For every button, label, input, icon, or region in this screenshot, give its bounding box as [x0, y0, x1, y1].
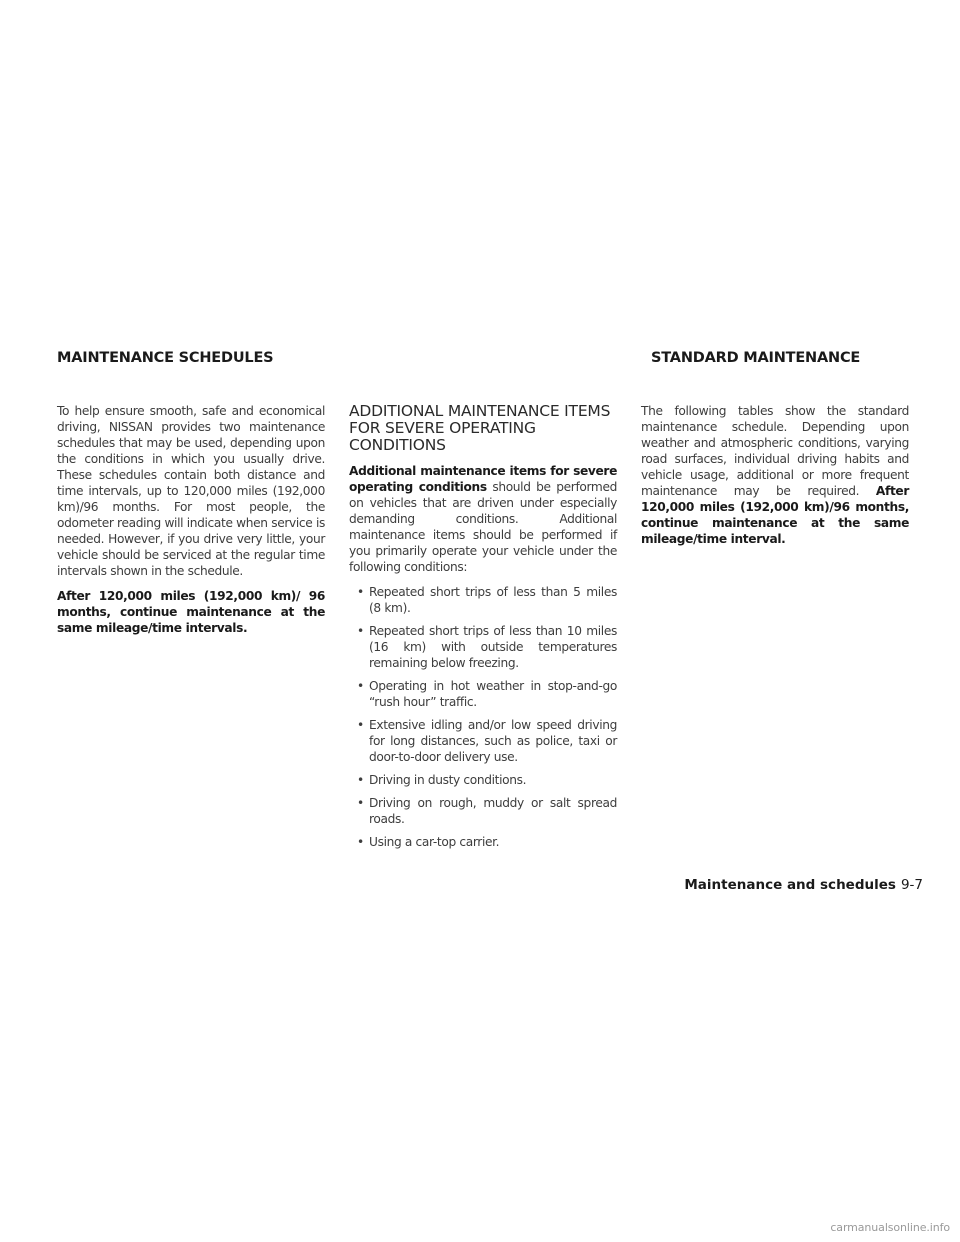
standard-paragraph-text: The following tables show the standard maintenance schedule. Depending upon weather and atmospheric conditions, varying road surfaces, individual driving habits and vehicle usage, additional or more frequent maintenance may be required. [641, 404, 909, 498]
section-heading-standard-maintenance: STANDARD MAINTENANCE [651, 350, 861, 366]
list-item: • Driving on rough, muddy or salt spread roads. [349, 795, 617, 827]
severe-intro-text: should be performed on vehicles that are driven under especially demanding conditions. Additional maintenance items should be performed if you primarily operate your vehicle under the following conditions: [349, 480, 617, 574]
standard-paragraph [641, 403, 909, 547]
column-left [57, 403, 325, 645]
interval-note [57, 588, 325, 636]
list-item: • Repeated short trips of less than 5 miles (8 km). [349, 584, 617, 616]
intro-paragraph: To help ensure smooth, safe and economical driving, NISSAN provides two maintenance schedules that may be used, depending upon the conditions in which you usually drive. These schedules contain both distance and time intervals, up to 120,000 miles (192,000 km)/96 months. For most people, the odometer reading will indicate when service is needed. However, if you drive very little, your vehicle should be serviced at the regular time intervals shown in the schedule. [57, 404, 325, 578]
list-item: • Using a car-top carrier. [349, 834, 617, 850]
page-footer [684, 877, 923, 893]
subheading-severe-conditions: ADDITIONAL MAINTENANCE ITEMS FOR SEVERE OPERATING CONDITIONS [349, 402, 611, 454]
list-item: • Operating in hot weather in stop-and-go “rush hour” traffic. [349, 678, 617, 710]
standard-paragraph-bold: After 120,000 miles (192,000 km)/96 months, continue maintenance at the same mileage/time interval. [641, 484, 909, 546]
list-item: • Extensive idling and/or low speed driving for long distances, such as police, taxi or door-to-door delivery use. [349, 717, 617, 765]
list-item: • Driving in dusty conditions. [349, 772, 617, 788]
watermark: carmanualsonline.info [830, 1221, 950, 1234]
severe-intro-bold: Additional maintenance items for severe operating conditions [349, 464, 617, 494]
footer-chapter-title: Maintenance and schedules [684, 877, 896, 893]
list-item: • Repeated short trips of less than 10 miles (16 km) with outside temperatures remaining below freezing. [349, 623, 617, 671]
severe-intro-paragraph [349, 463, 617, 575]
page-number: 9-7 [900, 877, 923, 893]
interval-note-bold: After 120,000 miles (192,000 km)/ 96 months, continue maintenance at the same mileage/time intervals. [57, 589, 325, 635]
section-heading-maintenance-schedules: MAINTENANCE SCHEDULES [57, 350, 274, 366]
conditions-list [349, 584, 617, 850]
column-middle [349, 403, 617, 857]
column-right [641, 403, 909, 556]
